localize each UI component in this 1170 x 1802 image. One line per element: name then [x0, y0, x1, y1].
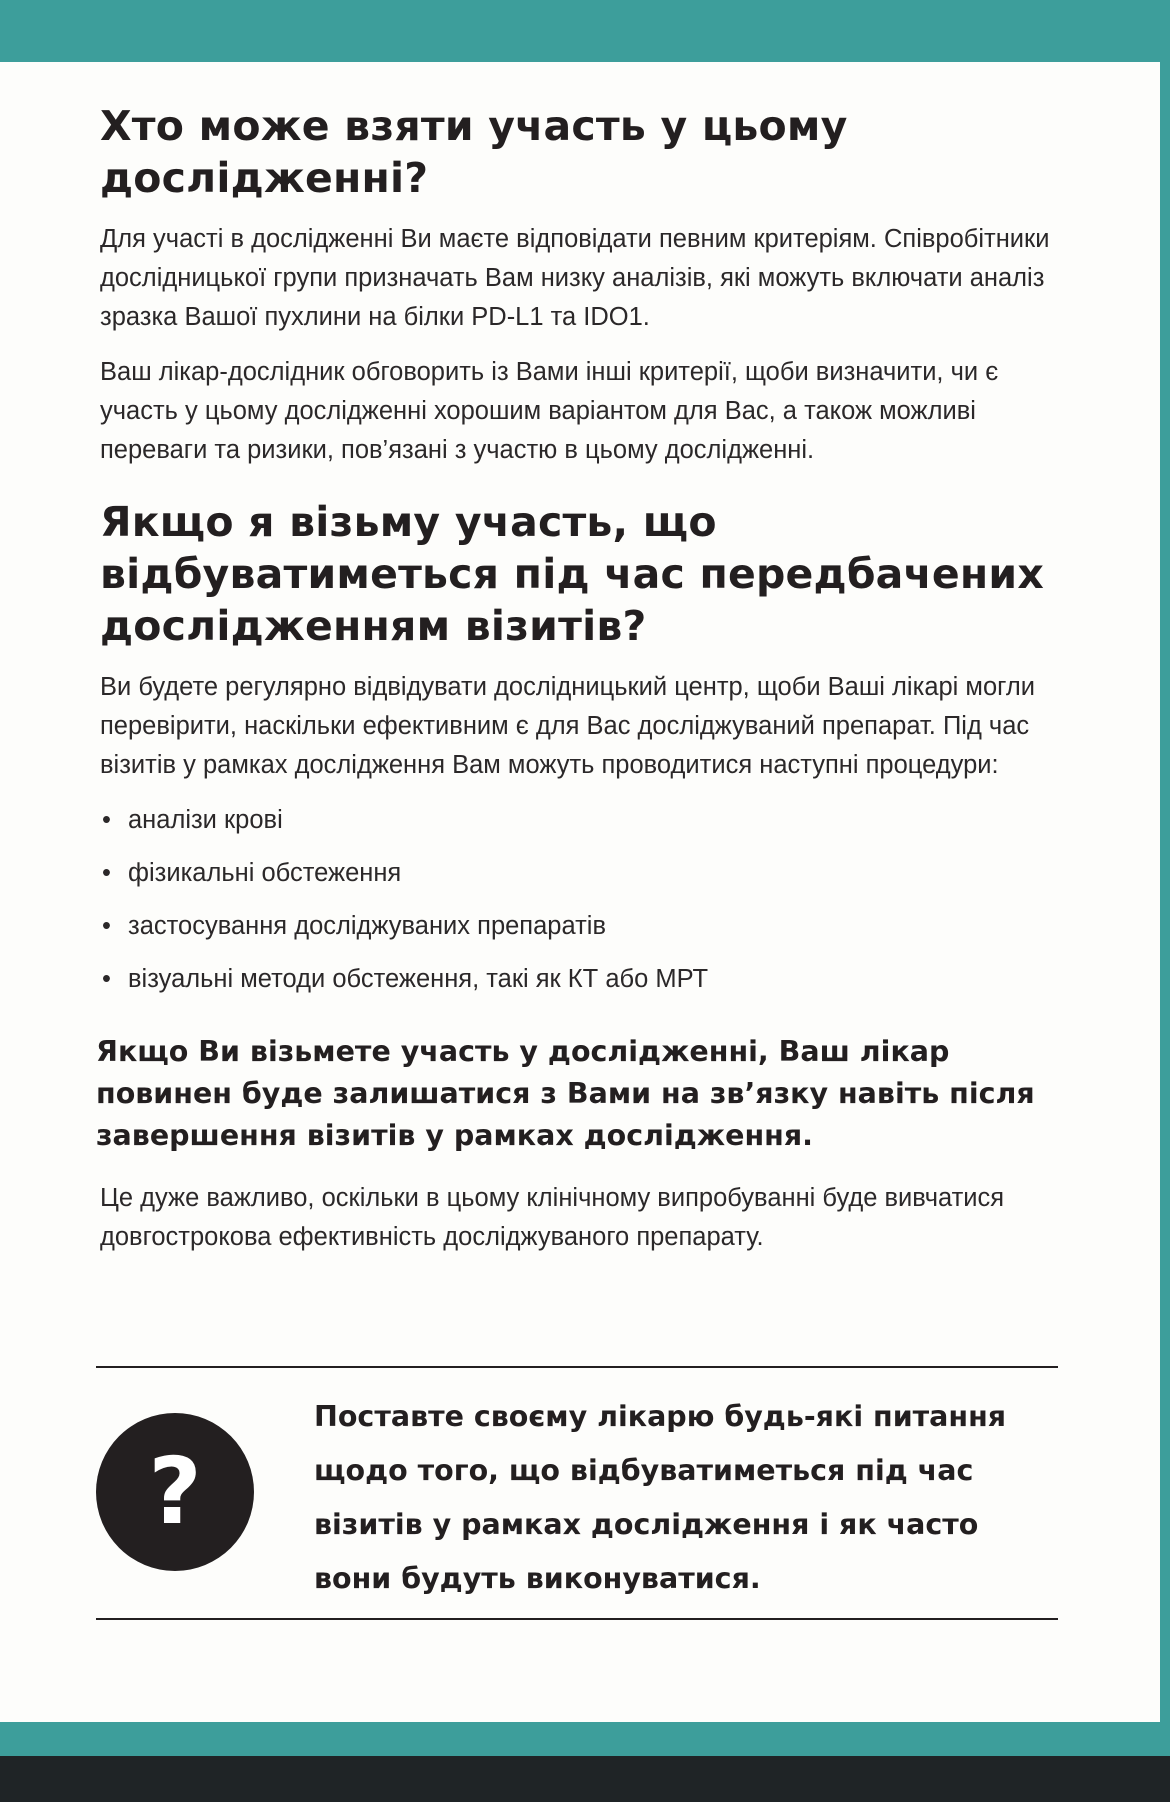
callout-text: Поставте своєму лікарю будь-які питання щодо того, що відбуватиметься під час візитів у рамках дослідження і як часто вони будуть виконуватися. — [314, 1400, 1007, 1595]
bottom-dark-band — [0, 1756, 1170, 1802]
follow-up-note: Це дуже важливо, оскільки в цьому клінічному випробуванні буде вивчатися довгострокова ефективність досліджуваного препарату. — [100, 1184, 1005, 1251]
eligibility-paragraph-2: Ваш лікар-дослідник обговорить із Вами інші критерії, щоби визначити, чи є участь у цьому дослідженні хорошим варіантом для Вас, а також можливі переваги та ризики, пов’язані з участю в цьому дослідженні. — [100, 358, 999, 464]
question-icon: ? — [96, 1413, 254, 1571]
page-content — [96, 100, 1080, 1273]
section-heading-visits: Якщо я візьму участь, що відбуватиметься під час передбачених дослідженням візитів? — [100, 498, 1044, 650]
callout-divider-bottom — [96, 1618, 1058, 1620]
right-edge-band — [1160, 62, 1170, 1722]
top-color-band — [0, 0, 1170, 62]
section-heading-eligibility: Хто може взяти участь у цьому дослідженні? — [100, 102, 848, 202]
callout-divider-top — [96, 1366, 1058, 1368]
follow-up-emphasis: Якщо Ви візьмете участь у дослідженні, Ваш лікар повинен буде залишатися з Вами на зв’язку навіть після завершення візитів у рамках дослідження. — [96, 1035, 1035, 1152]
list-item: • аналізи крові — [100, 801, 1080, 840]
eligibility-paragraph-1: Для участі в дослідженні Ви маєте відповідати певним критеріям. Співробітники дослідницької групи призначать Вам низку аналізів, які можуть включати аналіз зразка Вашої пухлини на білки PD-L1 та IDO1. — [100, 225, 1050, 331]
list-item: • застосування досліджуваних препаратів — [100, 907, 1080, 946]
visits-intro: Ви будете регулярно відвідувати дослідницький центр, щоби Ваші лікарі могли перевірити, наскільки ефективним є для Вас досліджуваний препарат. Під час візитів у рамках дослідження Вам можуть проводитися наступні процедури: — [100, 673, 1036, 779]
list-item: • фізикальні обстеження — [100, 854, 1080, 893]
bottom-teal-band — [0, 1722, 1170, 1756]
procedure-list — [100, 801, 1080, 999]
list-item: • візуальні методи обстеження, такі як КТ або МРТ — [100, 960, 1080, 999]
